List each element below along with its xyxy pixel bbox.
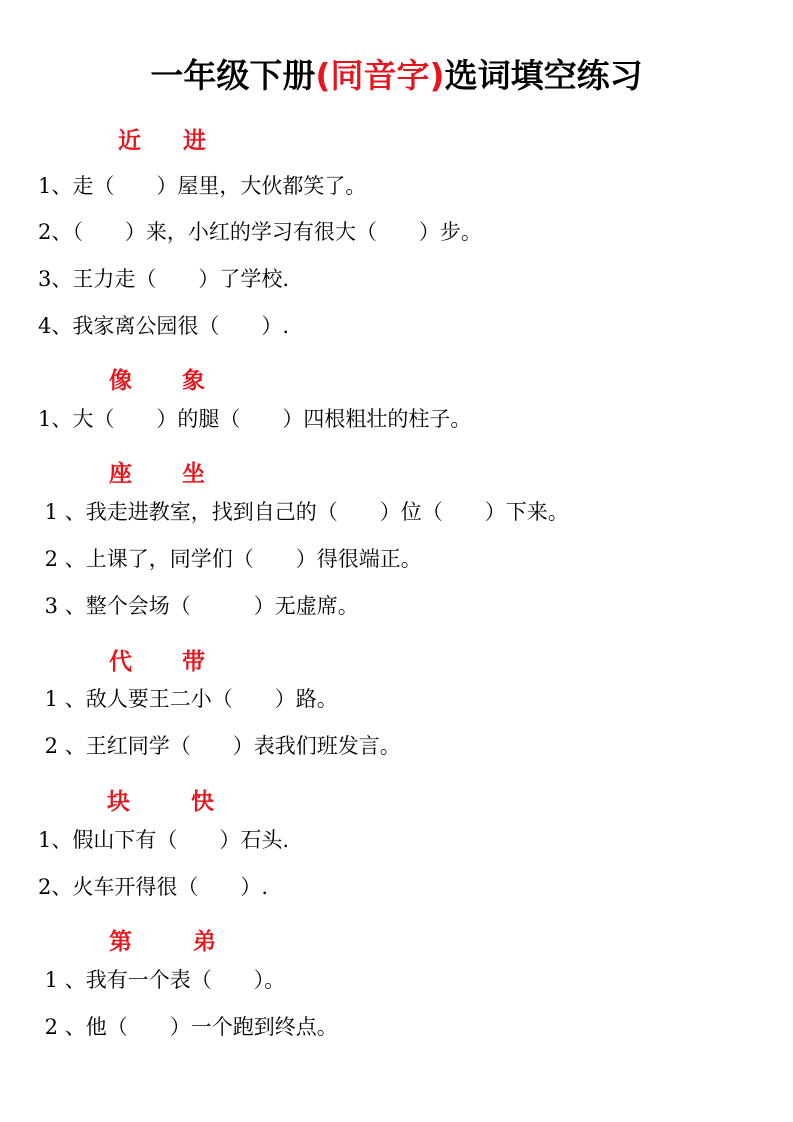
group-header-di — [0, 923, 793, 953]
group-char-2: 快 — [191, 789, 214, 815]
exercise-line: 1、大（ ）的腿（ ）四根粗壮的柱子。 — [38, 407, 472, 431]
group-char-1: 座 — [109, 461, 132, 487]
title-part-1: 一年级下册 — [150, 56, 316, 95]
group-header-dai — [0, 643, 793, 673]
group-char-2: 坐 — [182, 461, 205, 487]
group-header-jin — [0, 122, 793, 152]
group-char-1: 第 — [109, 929, 132, 955]
exercise-line: 1 、我走进教室，找到自己的（ ）位（ ）下来。 — [38, 500, 569, 524]
exercise-line: 1 、敌人要王二小（ ）路。 — [38, 687, 338, 711]
exercise-line: 2 、他（ ）一个跑到终点。 — [38, 1015, 338, 1039]
group-char-2: 弟 — [193, 929, 216, 955]
exercise-line: 3、王力走（ ）了学校. — [38, 267, 290, 291]
group-header-kuai — [0, 783, 793, 813]
group-char-2: 带 — [182, 649, 205, 675]
exercise-line: 2、（ ）来，小红的学习有很大（ ）步。 — [38, 220, 482, 244]
group-char-1: 代 — [109, 649, 132, 675]
exercise-line: 2 、王红同学（ ）表我们班发言。 — [38, 734, 401, 758]
title-part-3: 选词填空练习 — [444, 56, 643, 95]
group-header-zuo — [0, 455, 793, 485]
group-char-1: 块 — [107, 789, 130, 815]
group-char-1: 像 — [109, 368, 132, 394]
exercise-line: 1、假山下有（ ）石头. — [38, 828, 290, 852]
group-char-1: 近 — [118, 128, 141, 154]
exercise-line: 1、走（ ）屋里，大伙都笑了。 — [38, 174, 367, 198]
exercise-line: 4、我家离公园很（ ）. — [38, 314, 290, 338]
page-title — [0, 50, 793, 97]
exercise-line: 1 、我有一个表（ ）。 — [38, 968, 286, 992]
exercise-line: 2、火车开得很（ ）. — [38, 875, 269, 899]
exercise-line: 3 、整个会场（ ）无虚席。 — [38, 594, 359, 618]
title-part-2: (同音字) — [315, 56, 445, 95]
group-char-2: 进 — [183, 128, 206, 154]
exercise-line: 2 、上课了，同学们（ ）得很端正。 — [38, 547, 422, 571]
group-char-2: 象 — [182, 368, 205, 394]
group-header-xiang — [0, 362, 793, 392]
